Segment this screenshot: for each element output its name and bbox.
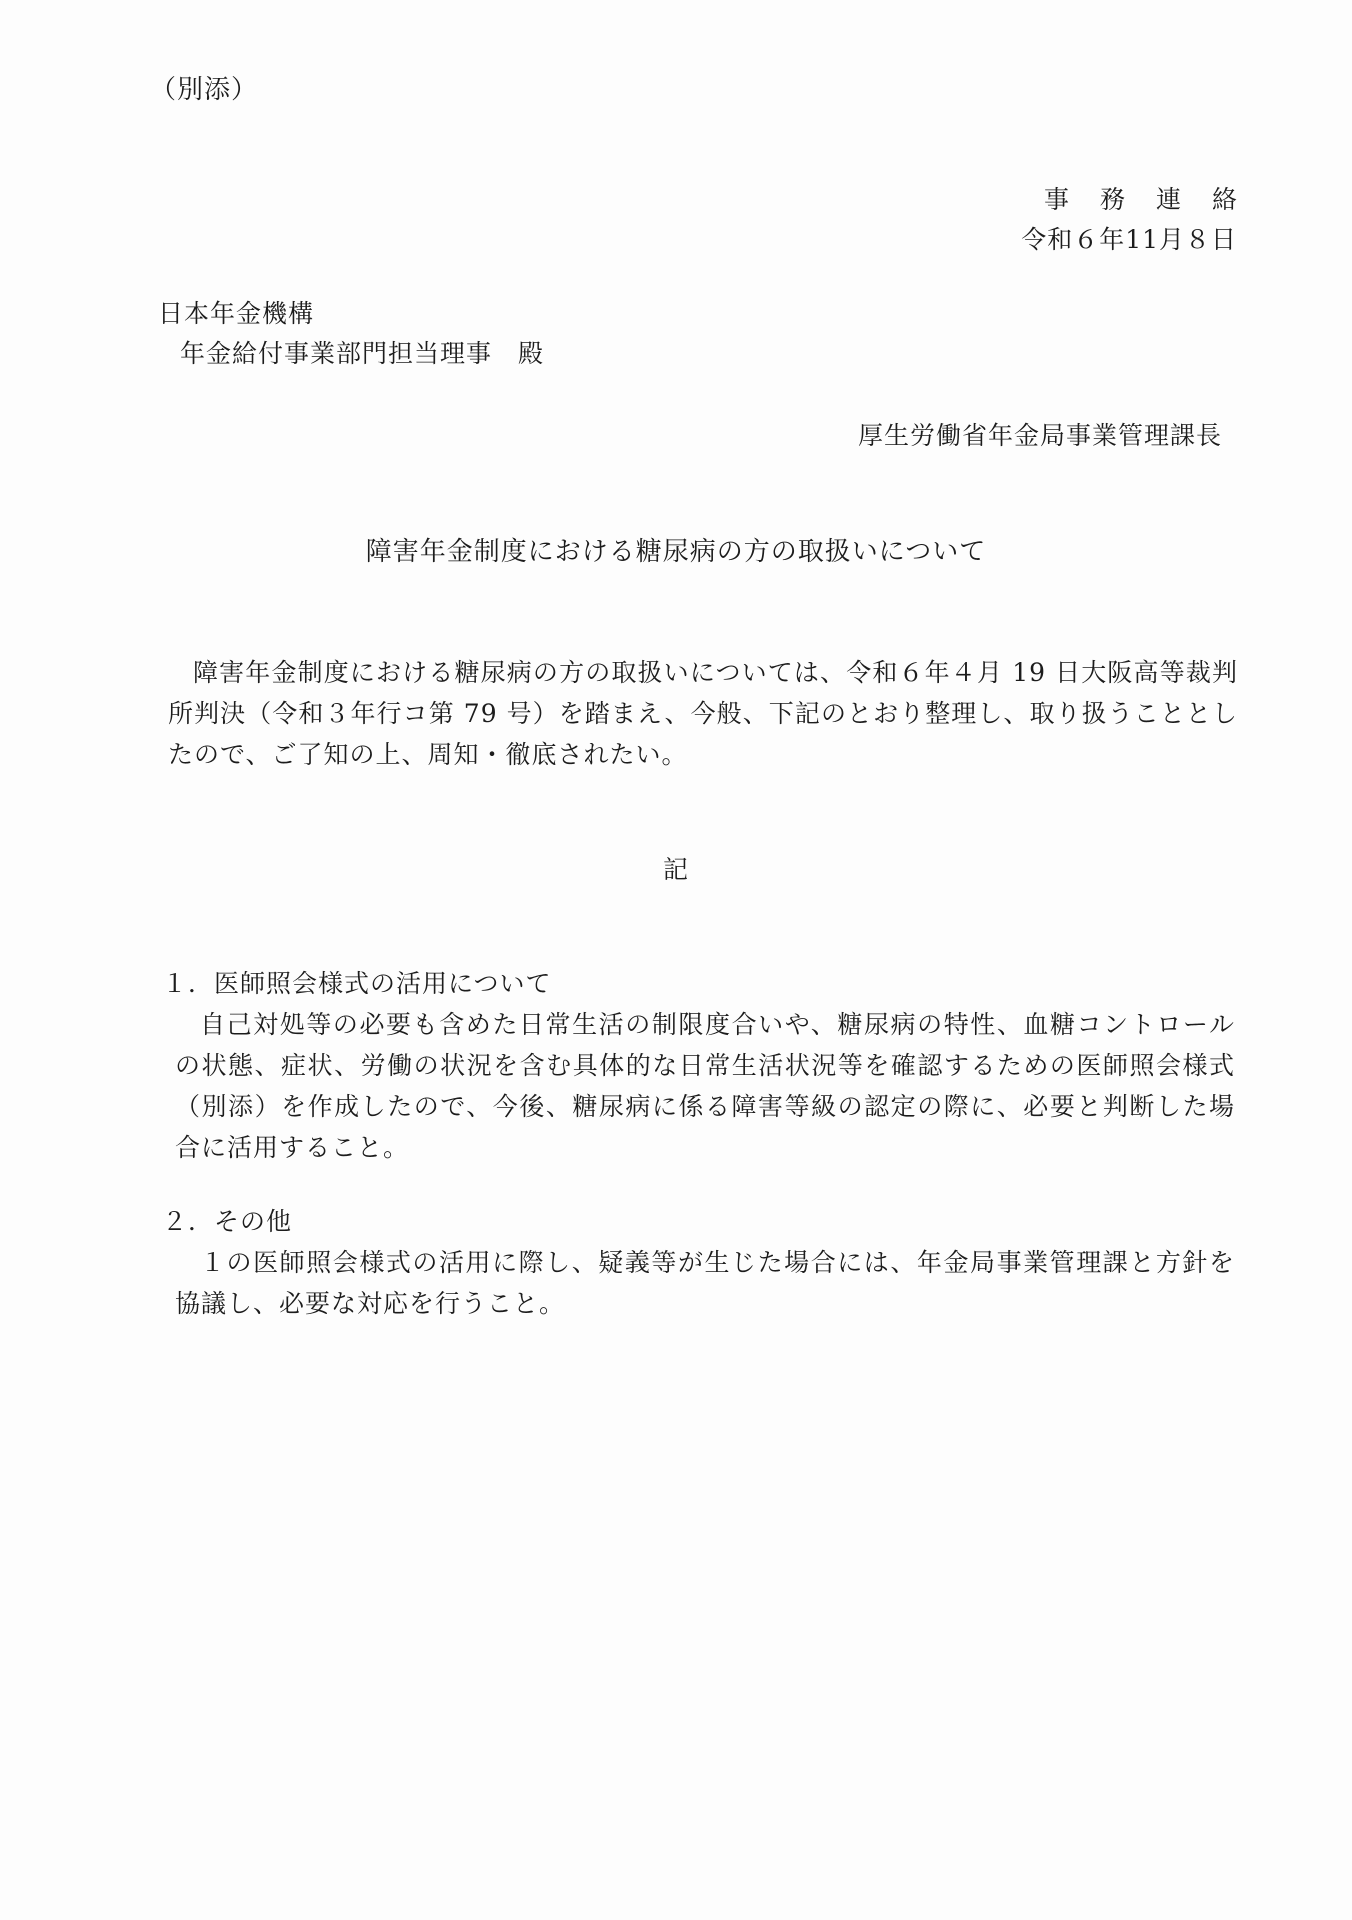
annex-label: （別添） (150, 75, 259, 105)
section-1-heading: １．医師照会様式の活用について (162, 969, 552, 998)
document-type: 事務連絡 (1043, 185, 1268, 214)
addressee-organization: 日本年金機構 (158, 299, 315, 328)
addressee-officer: 年金給付事業部門担当理事 殿 (180, 339, 545, 368)
section-1-text: 自己対処等の必要も含めた日常生活の制限度合いや、糖尿病の特性、血糖コントロールの状態、症状、労働の状況を含む具体的な日常生活状況等を確認するための医師照会様式（別添）を作成したので、今後、糖尿病に係る障害等級の認定の際に、必要と判断した場合に活用すること。 (175, 1010, 1235, 1162)
document-subject: 障害年金制度における糖尿病の方の取扱いについて (365, 537, 987, 567)
body-paragraph: 障害年金制度における糖尿病の方の取扱いについては、令和６年４月 19 日大阪高等裁判所判決（令和３年行コ第 79 号）を踏まえ、今般、下記のとおり整理し、取り扱うこととしたので、ご了知の上、周知・徹底されたい。 (168, 658, 1238, 769)
section-2-text: １の医師照会様式の活用に際し、疑義等が生じた場合には、年金局事業管理課と方針を協議し、必要な対応を行うこと。 (175, 1248, 1235, 1318)
ki-marker: 記 (662, 855, 689, 884)
document-date: 令和６年11月８日 (1021, 225, 1237, 254)
sender: 厚生労働省年金局事業管理課長 (857, 421, 1222, 450)
section-2-heading: ２．その他 (162, 1207, 293, 1236)
